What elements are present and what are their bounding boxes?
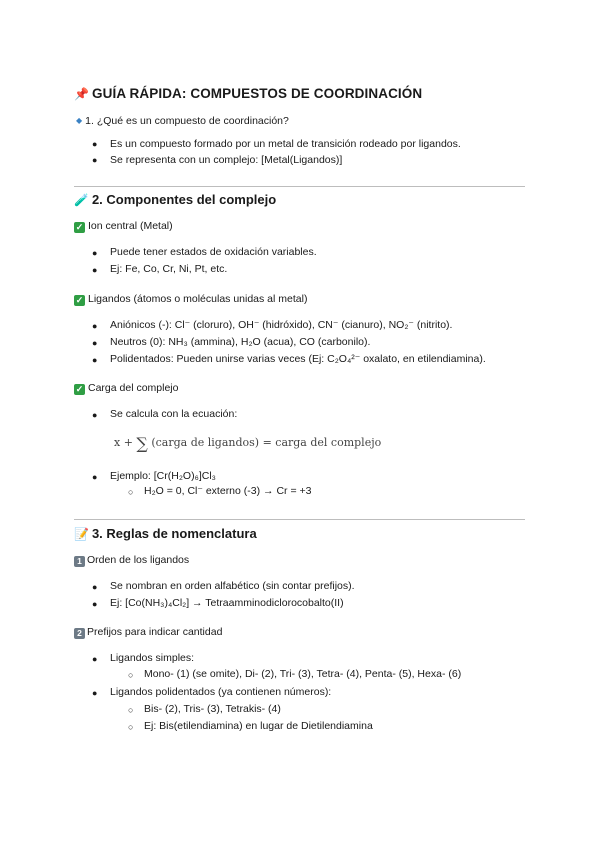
bullet-dot: ● — [92, 248, 98, 258]
list-item: Ligandos simples: — [110, 652, 195, 664]
ligandos-label: ✓ Ligandos (átomos o moléculas unidas al metal) — [75, 293, 308, 305]
list-item: Ej: Fe, Co, Cr, Ni, Pt, etc. — [110, 263, 228, 275]
list-item: Ej: Bis(etilendiamina) en lugar de Dietilendiamina — [144, 720, 373, 732]
bullet-dot: ● — [92, 139, 98, 149]
bullet-dot: ● — [92, 582, 98, 592]
section2-heading: 🧪 2. Componentes del complejo — [74, 192, 277, 207]
section1-heading: ◆ 1. ¿Qué es un compuesto de coordinación? — [76, 115, 289, 127]
prefijos-label: 2 Prefijos para indicar cantidad — [74, 626, 222, 639]
check-mark-icon: ✓ — [75, 295, 84, 305]
bullet-dot: ● — [92, 688, 98, 698]
charge-equation: x + ∑ (carga de ligandos) = carga del complejo — [114, 434, 382, 453]
bullet-dot: ● — [92, 265, 98, 275]
bullet-dot: ● — [92, 599, 98, 609]
check-mark-icon: ✓ — [75, 384, 84, 394]
diamond-icon: ◆ — [76, 116, 83, 125]
list-item: H₂O = 0, Cl⁻ externo (-3) → Cr = +3 — [144, 485, 312, 497]
list-item: Se calcula con la ecuación: — [110, 408, 238, 420]
section3-heading: 📝 3. Reglas de nomenclatura — [74, 526, 257, 541]
bullet-dot: ● — [92, 338, 98, 348]
test-tube-icon: 🧪 — [74, 193, 89, 207]
list-item: Ligandos polidentados (ya contienen números): — [110, 686, 332, 698]
list-item: Neutros (0): NH₃ (ammina), H₂O (acua), CO (carbonilo). — [110, 336, 371, 348]
carga-label: ✓ Carga del complejo — [75, 382, 179, 394]
bullet-dot: ● — [92, 654, 98, 664]
list-item: Es un compuesto formado por un metal de transición rodeado por ligandos. — [110, 138, 461, 150]
sub-bullet: ○ — [128, 705, 134, 715]
divider — [74, 519, 525, 520]
list-item: Puede tener estados de oxidación variables. — [110, 246, 317, 258]
bullet-dot: ● — [92, 155, 98, 165]
list-item: Se representa con un complejo: [Metal(Ligandos)] — [110, 154, 343, 166]
divider — [74, 186, 525, 187]
list-item: Mono- (1) (se omite), Di- (2), Tri- (3), Tetra- (4), Penta- (5), Hexa- (6) — [144, 668, 462, 680]
list-item: Ejemplo: [Cr(H₂O)₆]Cl₃ — [110, 470, 216, 482]
sub-bullet: ○ — [128, 487, 134, 497]
keycap-two-icon: 2 — [74, 628, 85, 639]
ion-central-label: ✓ Ion central (Metal) — [75, 220, 173, 232]
bullet-dot: ● — [92, 410, 98, 420]
bullet-dot: ● — [92, 355, 98, 365]
memo-icon: 📝 — [74, 527, 89, 541]
list-item: Ej: [Co(NH₃)₄Cl₂] → Tetraamminodiclorocobalto(II) — [110, 597, 344, 609]
bullet-dot: ● — [92, 472, 98, 482]
list-item: Se nombran en orden alfabético (sin contar prefijos). — [110, 580, 355, 592]
check-mark-icon: ✓ — [75, 222, 84, 232]
list-item: Aniónicos (-): Cl⁻ (cloruro), OH⁻ (hidróxido), CN⁻ (cianuro), NO₂⁻ (nitrito). — [110, 319, 453, 331]
list-item: Bis- (2), Tris- (3), Tetrakis- (4) — [144, 703, 281, 715]
sub-bullet: ○ — [128, 722, 134, 732]
list-item: Polidentados: Pueden unirse varias veces (Ej: C₂O₄²⁻ oxalato, en etilendiamina). — [110, 353, 486, 365]
keycap-one-icon: 1 — [74, 556, 85, 567]
page-title: 📌 GUÍA RÁPIDA: COMPUESTOS DE COORDINACIÓN — [74, 86, 423, 101]
sub-bullet: ○ — [128, 670, 134, 680]
pushpin-icon: 📌 — [74, 87, 90, 101]
bullet-dot: ● — [92, 321, 98, 331]
orden-label: 1 Orden de los ligandos — [74, 554, 189, 567]
